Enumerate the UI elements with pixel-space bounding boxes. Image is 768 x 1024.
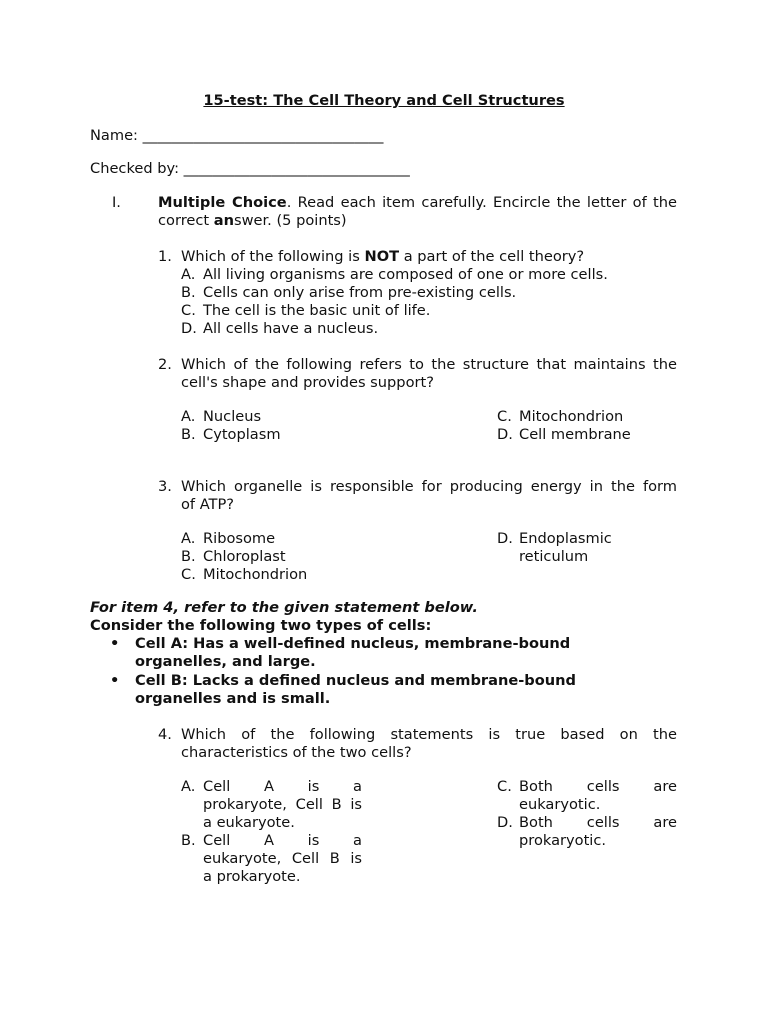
q3-option-letter[interactable]: C. xyxy=(181,566,196,583)
q2-option-text: Cytoplasm xyxy=(203,426,281,443)
q1-stem-post: a part of the cell theory? xyxy=(399,248,585,265)
q4-number: 4. xyxy=(158,726,172,743)
q4-option-letter[interactable]: D. xyxy=(497,814,513,831)
instructions-text: . Read each item carefully. Encircle the letter of the xyxy=(286,194,678,211)
q1-stem xyxy=(181,248,584,266)
q3-option-letter[interactable]: A. xyxy=(181,530,196,547)
section-instructions-line1 xyxy=(158,194,677,212)
q1-option-text: All cells have a nucleus. xyxy=(203,320,379,337)
q3-option-text: Chloroplast xyxy=(203,548,286,565)
q3-option-text: Ribosome xyxy=(203,530,276,547)
q3-option-text-cont: reticulum xyxy=(519,548,589,565)
q1-option-letter[interactable]: C. xyxy=(181,302,196,319)
q3-option-text: Endoplasmic xyxy=(519,530,612,547)
item4-note: For item 4, refer to the given statement below. xyxy=(90,599,478,616)
section-heading: Multiple Choice xyxy=(158,194,287,211)
page-title: 15-test: The Cell Theory and Cell Structures xyxy=(203,92,565,109)
bullet-icon: • xyxy=(110,672,120,689)
q3-option-text: Mitochondrion xyxy=(203,566,308,583)
q4-option-letter[interactable]: C. xyxy=(497,778,512,795)
bullet-icon: • xyxy=(110,635,120,652)
q1-option-text: The cell is the basic unit of life. xyxy=(203,302,431,319)
q2-option-text: Mitochondrion xyxy=(519,408,624,425)
q3-stem-line1: Which organelle is responsible for producing energy in the form xyxy=(181,478,677,495)
q4-option-text: eukaryotic. xyxy=(519,796,601,813)
q4-option-text: prokaryote, Cell B is xyxy=(203,796,362,813)
q1-option-text: All living organisms are composed of one or more cells. xyxy=(203,266,608,283)
q1-option-text: Cells can only arise from pre-existing cells. xyxy=(203,284,517,301)
q4-option-text: Cell A is a xyxy=(203,832,362,849)
q2-stem-line2: cell's shape and provides support? xyxy=(181,374,434,391)
cell-a-description-line1: Cell A: Has a well-defined nucleus, membrane-bound xyxy=(135,635,571,652)
q2-option-text: Cell membrane xyxy=(519,426,631,443)
q4-option-text: eukaryote, Cell B is xyxy=(203,850,362,867)
q4-option-text: prokaryotic. xyxy=(519,832,607,849)
q4-option-text: a prokaryote. xyxy=(203,868,301,885)
cell-b-description-line2: organelles and is small. xyxy=(135,690,331,707)
q2-option-letter[interactable]: A. xyxy=(181,408,196,425)
q1-option-letter[interactable]: B. xyxy=(181,284,196,301)
q4-stem-line2: characteristics of the two cells? xyxy=(181,744,412,761)
item4-consider: Consider the following two types of cells: xyxy=(90,617,432,634)
checked-by-field-line: Checked by: _______________________________ xyxy=(90,160,410,177)
q1-option-letter[interactable]: A. xyxy=(181,266,196,283)
q3-option-letter[interactable]: B. xyxy=(181,548,196,565)
q1-stem-pre: Which of the following is xyxy=(181,248,365,265)
q3-stem-line2: of ATP? xyxy=(181,496,235,513)
q4-option-letter[interactable]: A. xyxy=(181,778,196,795)
q1-option-letter[interactable]: D. xyxy=(181,320,197,337)
q2-option-letter[interactable]: B. xyxy=(181,426,196,443)
section-instructions-line2 xyxy=(158,212,347,230)
instructions-text-2b: swer. (5 points) xyxy=(234,212,347,229)
q3-option-letter[interactable]: D. xyxy=(497,530,513,547)
q4-option-text: Cell A is a xyxy=(203,778,362,795)
name-field-line: Name: _________________________________ xyxy=(90,127,384,144)
q2-option-text: Nucleus xyxy=(203,408,262,425)
cell-b-description-line1: Cell B: Lacks a defined nucleus and membrane-bound xyxy=(135,672,577,689)
q1-stem-bold: NOT xyxy=(364,248,400,265)
q2-option-letter[interactable]: D. xyxy=(497,426,513,443)
q4-option-text: a eukaryote. xyxy=(203,814,295,831)
q2-stem-line1: Which of the following refers to the structure that maintains the xyxy=(181,356,677,373)
q2-number: 2. xyxy=(158,356,172,373)
instructions-bold-fragment: an xyxy=(213,212,234,229)
q4-stem-line1: Which of the following statements is true based on the xyxy=(181,726,677,743)
q4-option-letter[interactable]: B. xyxy=(181,832,196,849)
q4-option-text: Both cells are xyxy=(519,778,677,795)
q4-option-text: Both cells are xyxy=(519,814,677,831)
section-numeral: I. xyxy=(112,194,121,211)
q3-number: 3. xyxy=(158,478,172,495)
q1-number: 1. xyxy=(158,248,172,265)
q2-option-letter[interactable]: C. xyxy=(497,408,512,425)
instructions-text-2a: correct xyxy=(158,212,214,229)
cell-a-description-line2: organelles, and large. xyxy=(135,653,316,670)
